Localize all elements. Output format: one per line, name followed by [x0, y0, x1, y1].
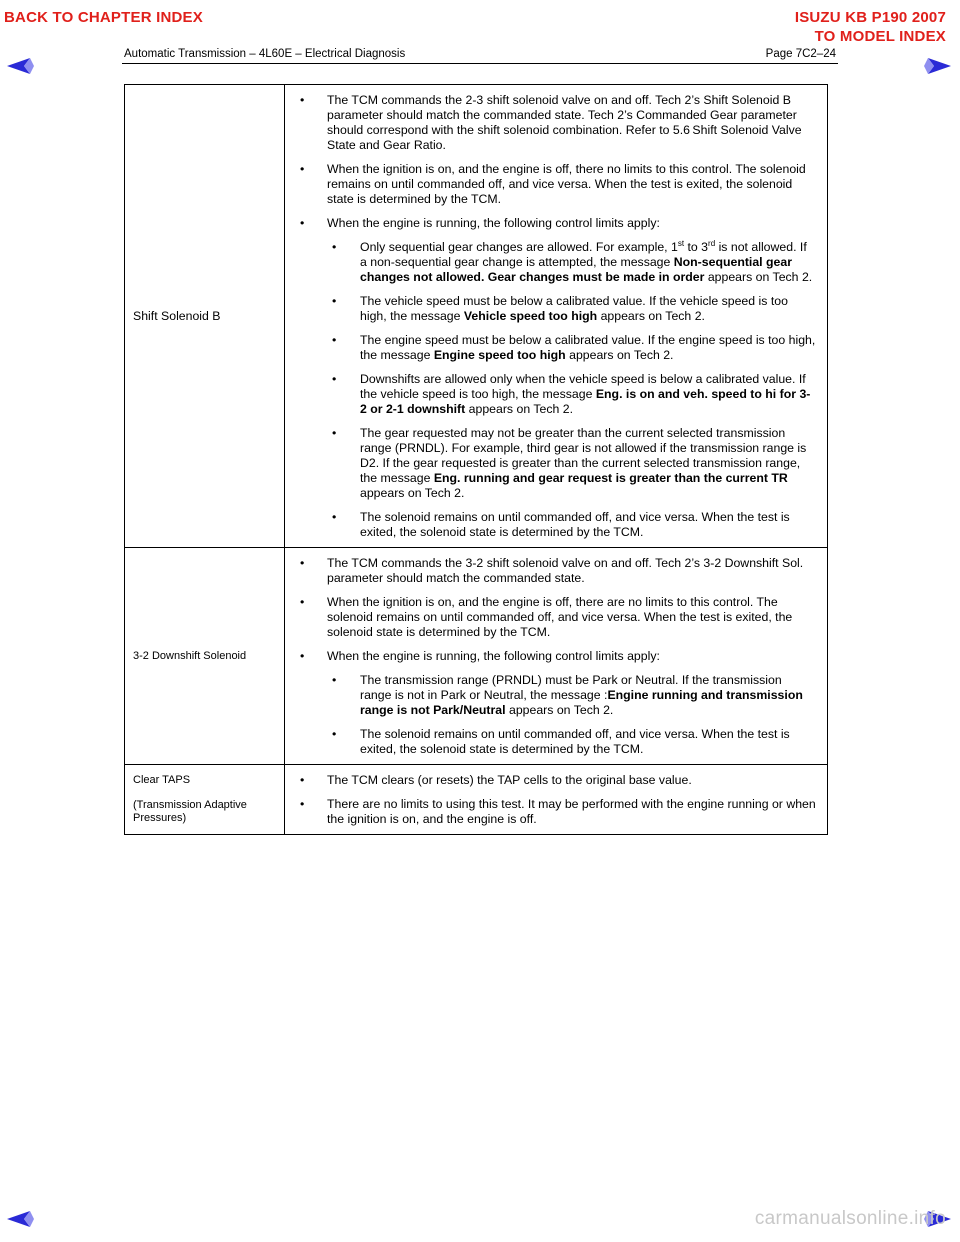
- row-description: [285, 548, 828, 765]
- sub-bullet-item: • The vehicle speed must be below a calibrated value. If the vehicle speed is too high, the message Vehicle speed too high appears on Tech 2.: [300, 294, 816, 324]
- sub-bullet-item: • The engine speed must be below a calibrated value. If the engine speed is too high, the message Engine speed too high appears on Tech 2.: [300, 333, 816, 363]
- bullet-item: • There are no limits to using this test. It may be performed with the engine running or when the ignition is on, and the engine is off.: [300, 797, 816, 827]
- page-header-title: Automatic Transmission – 4L60E – Electrical Diagnosis: [124, 48, 406, 60]
- previous-page-arrow-bottom-icon[interactable]: [6, 1209, 36, 1229]
- bullet-item: • When the engine is running, the following control limits apply:: [300, 216, 816, 231]
- table-row: [125, 548, 828, 765]
- sub-bullet-item: • The gear requested may not be greater than the current selected transmission range (PRNDL). For example, third gear is not allowed if the transmission range is D2. If the gear requested is greater than the current selected transmission range, the message Eng. running and gear request is greater than the current TR appears on Tech 2.: [300, 426, 816, 501]
- sub-bullet-item: • Downshifts are allowed only when the vehicle speed is below a calibrated value. If the vehicle speed is too high, the message Eng. is on and veh. speed to hi for 3-2 or 2-1 downshift appears on Tech 2.: [300, 372, 816, 417]
- site-watermark: carmanualsonline.info: [754, 1208, 946, 1229]
- row-description: [285, 85, 828, 548]
- bullet-item: • The TCM commands the 3-2 shift solenoid valve on and off. Tech 2’s 3-2 Downshift Sol. parameter should match the commanded state.: [300, 556, 816, 586]
- row-label: Shift Solenoid B: [125, 85, 285, 548]
- row-label: 3-2 Downshift Solenoid: [125, 548, 285, 765]
- bullet-item: • The TCM commands the 2-3 shift solenoid valve on and off. Tech 2’s Shift Solenoid B parameter should match the commanded state. Tech 2’s Commanded Gear parameter should correspond with the shift solenoid combination. Refer to 5.6 Shift Solenoid Valve State and Gear Ratio.: [300, 93, 816, 153]
- model-title-link[interactable]: ISUZU KB P190 2007: [794, 9, 946, 26]
- header-rule: [122, 63, 838, 64]
- bullet-item: • When the engine is running, the following control limits apply:: [300, 649, 816, 664]
- next-page-arrow-icon[interactable]: [922, 56, 952, 76]
- bullet-item: • The TCM clears (or resets) the TAP cells to the original base value.: [300, 773, 816, 788]
- page-number: Page 7C2–24: [765, 48, 836, 60]
- to-model-index-link[interactable]: TO MODEL INDEX: [814, 28, 946, 45]
- previous-page-arrow-icon[interactable]: [6, 56, 36, 76]
- back-to-chapter-index-link[interactable]: BACK TO CHAPTER INDEX: [4, 9, 203, 26]
- row-label-line: (Transmission Adaptive Pressures): [133, 799, 247, 824]
- sub-bullet-item: • The transmission range (PRNDL) must be Park or Neutral. If the transmission range is not in Park or Neutral, the message :Engine running and transmission range is not Park/Neutral appears on Tech 2.: [300, 673, 816, 718]
- row-label: [125, 765, 285, 835]
- bullet-item: • When the ignition is on, and the engine is off, there no limits to this control. The solenoid remains on until commanded off, and vice versa. When the test is exited, the solenoid state is determined by the TCM.: [300, 162, 816, 207]
- row-description: [285, 765, 828, 835]
- sub-bullet-item: • The solenoid remains on until commanded off, and vice versa. When the test is exited, the solenoid state is determined by the TCM.: [300, 510, 816, 540]
- table-row: [125, 85, 828, 548]
- diagnostic-controls-table: [124, 84, 828, 835]
- bullet-item: • When the ignition is on, and the engine is off, there are no limits to this control. The solenoid remains on until commanded off, and vice versa. When the test is exited, the solenoid state is determined by the TCM.: [300, 595, 816, 640]
- sub-bullet-item: • Only sequential gear changes are allowed. For example, 1st to 3rd is not allowed. If a non-sequential gear change is attempted, the message Non-sequential gear changes not allowed. Gear changes must be made in order appears on Tech 2.: [300, 240, 816, 285]
- sub-bullet-item: • The solenoid remains on until commanded off, and vice versa. When the test is exited, the solenoid state is determined by the TCM.: [300, 727, 816, 757]
- row-label-line: Clear TAPS: [133, 774, 191, 786]
- table-row: [125, 765, 828, 835]
